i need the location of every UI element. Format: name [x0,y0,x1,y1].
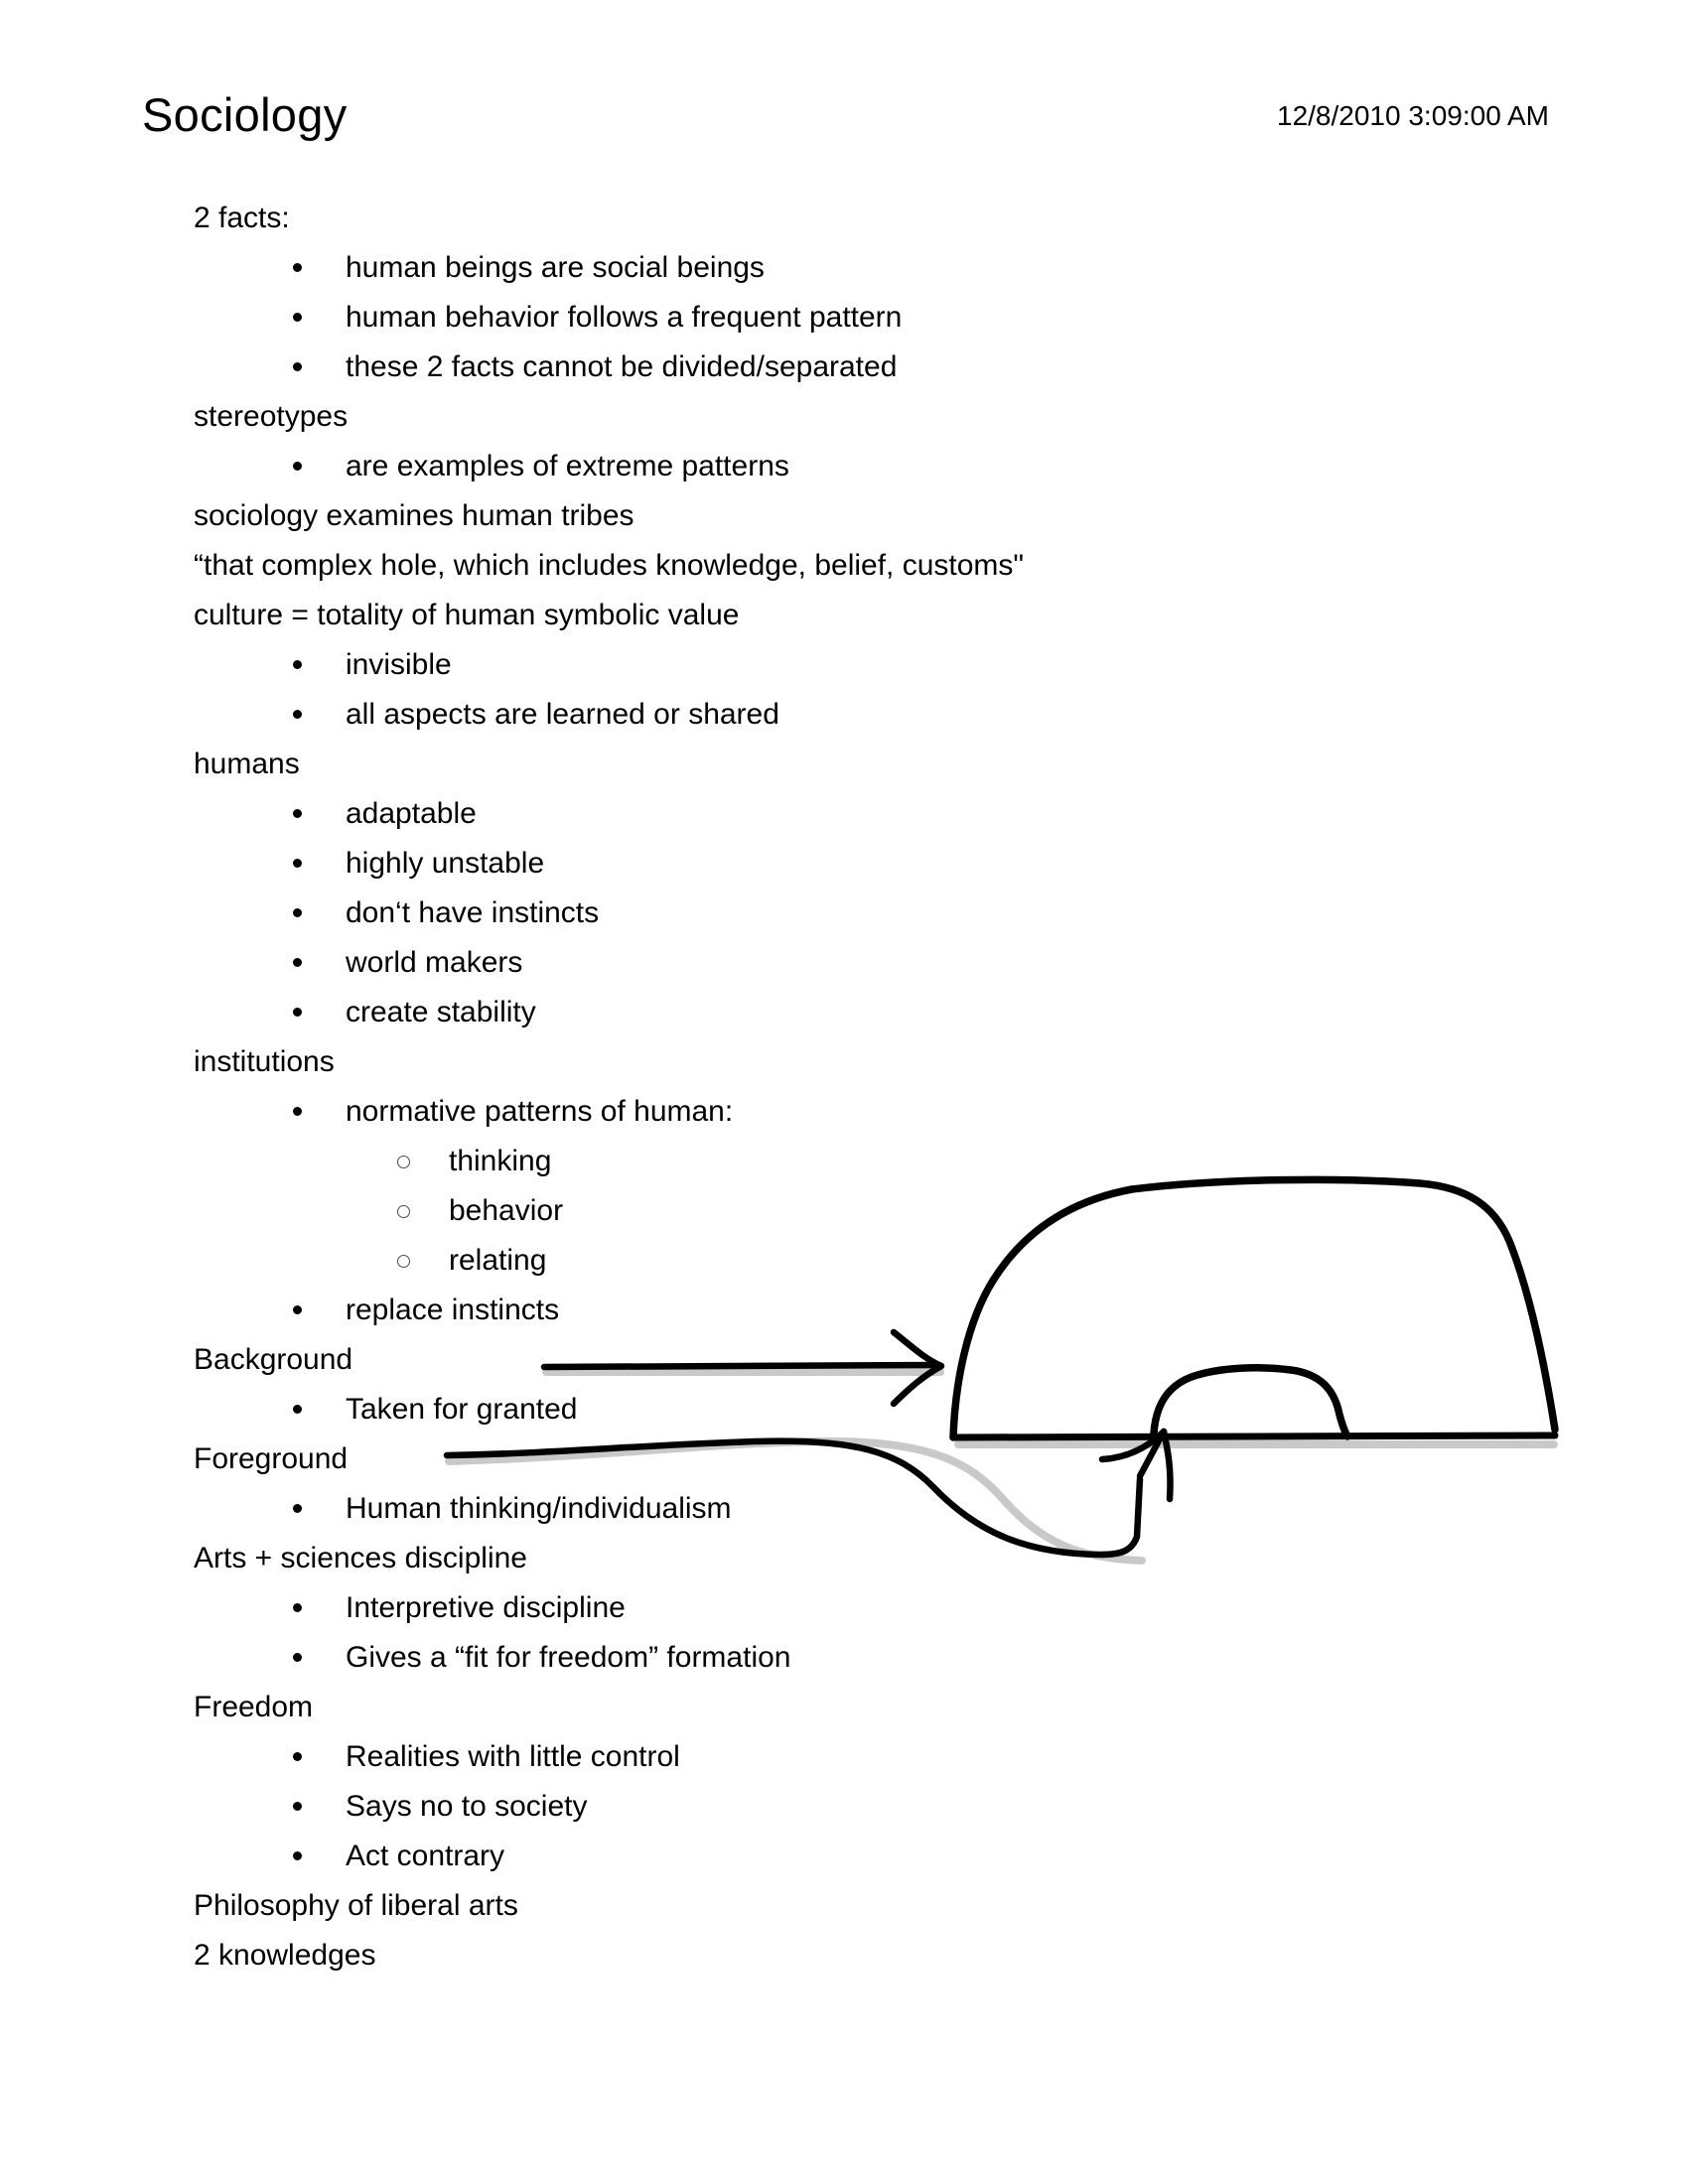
filled-round-bullet-icon-glyph [293,1107,302,1116]
hollow-circle-bullet-icon-glyph [397,1156,410,1168]
outline-text: culture = totality of human symbolic value [194,599,740,631]
filled-round-bullet-icon-glyph [293,1603,302,1612]
outline-text: institutions [194,1045,335,1078]
filled-round-bullet-icon-glyph [293,1851,302,1860]
outline-heading [0,1881,1688,1931]
outline-bullet-item [0,789,1688,839]
outline-text: Philosophy of liberal arts [194,1889,518,1922]
filled-round-bullet-icon [293,1732,315,1782]
outline-text: Arts + sciences discipline [194,1542,527,1574]
outline-bullet-item [0,342,1688,392]
filled-round-bullet-icon-glyph [293,660,302,669]
page-title: Sociology [142,88,348,141]
filled-round-bullet-icon [293,1087,315,1137]
filled-round-bullet-icon [293,1832,315,1881]
hollow-circle-bullet-icon [397,1186,419,1238]
outline-heading [0,1335,1688,1385]
outline-bullet-item [0,1583,1688,1633]
outline-text: normative patterns of human: [346,1095,734,1128]
outline-text: invisible [346,648,452,681]
filled-round-bullet-icon [293,789,315,839]
outline-text: sociology examines human tribes [194,499,634,532]
filled-round-bullet-icon-glyph [293,1405,302,1414]
outline-text: Gives a “fit for freedom” formation [346,1641,791,1674]
outline-text: humans [194,748,300,780]
filled-round-bullet-icon-glyph [293,958,302,967]
outline-text: are examples of extreme patterns [346,450,789,482]
filled-round-bullet-icon [293,640,315,690]
filled-round-bullet-icon-glyph [293,263,302,272]
outline-text: stereotypes [194,400,349,433]
outline-bullet-item [0,1633,1688,1683]
outline-bullet-item [0,640,1688,690]
filled-round-bullet-icon-glyph [293,1305,302,1314]
filled-round-bullet-icon-glyph [293,313,302,322]
outline-bullet-item [0,1732,1688,1782]
outline-text: 2 facts: [194,202,290,234]
filled-round-bullet-icon-glyph [293,1752,302,1761]
outline-text: world makers [346,946,523,979]
outline-text: Background [194,1343,353,1376]
outline-heading [0,491,1688,541]
filled-round-bullet-icon [293,1633,315,1683]
outline-bullet-item [0,888,1688,938]
outline-bullet-item [0,690,1688,740]
filled-round-bullet-icon-glyph [293,462,302,471]
filled-round-bullet-icon [293,442,315,491]
outline-text: “that complex hole, which includes knowledge, belief, customs" [194,549,1025,582]
outline-text: human beings are social beings [346,251,765,284]
filled-round-bullet-icon [293,243,315,293]
filled-round-bullet-icon [293,839,315,888]
filled-round-bullet-icon [293,938,315,988]
outline-bullet-item [0,839,1688,888]
outline-bullet-item [0,1236,1688,1286]
filled-round-bullet-icon-glyph [293,1008,302,1017]
filled-round-bullet-icon [293,1583,315,1633]
outline-heading [0,541,1688,591]
filled-round-bullet-icon [293,690,315,740]
outline-body [0,194,1688,1980]
filled-round-bullet-icon-glyph [293,1504,302,1513]
outline-text: Says no to society [346,1790,588,1823]
outline-heading [0,1683,1688,1732]
filled-round-bullet-icon [293,1286,315,1335]
filled-round-bullet-icon [293,988,315,1037]
filled-round-bullet-icon [293,342,315,392]
outline-heading [0,194,1688,243]
filled-round-bullet-icon [293,1782,315,1832]
outline-text: highly unstable [346,847,545,880]
filled-round-bullet-icon-glyph [293,859,302,868]
outline-heading [0,1534,1688,1583]
outline-text: Foreground [194,1442,349,1475]
outline-text: human behavior follows a frequent pattern [346,301,903,334]
outline-text: these 2 facts cannot be divided/separated [346,350,898,383]
outline-bullet-item [0,243,1688,293]
outline-text: relating [449,1244,547,1277]
hollow-circle-bullet-icon-glyph [397,1205,410,1218]
outline-bullet-item [0,1186,1688,1236]
filled-round-bullet-icon [293,293,315,342]
outline-heading [0,1434,1688,1484]
outline-text: 2 knowledges [194,1939,376,1972]
filled-round-bullet-icon-glyph [293,362,302,371]
outline-bullet-item [0,1484,1688,1534]
outline-heading [0,591,1688,640]
outline-text: all aspects are learned or shared [346,698,779,731]
outline-heading [0,1931,1688,1980]
outline-text: replace instincts [346,1294,560,1326]
outline-text: Act contrary [346,1840,505,1872]
outline-bullet-item [0,293,1688,342]
outline-text: Realities with little control [346,1740,680,1773]
outline-bullet-item [0,1832,1688,1881]
outline-heading [0,1037,1688,1087]
outline-bullet-item [0,1286,1688,1335]
outline-text: don‘t have instincts [346,896,600,929]
outline-text: Interpretive discipline [346,1591,626,1624]
document-date: 12/8/2010 3:09:00 AM [1277,100,1549,131]
outline-text: Human thinking/individualism [346,1492,732,1525]
outline-heading [0,740,1688,789]
outline-text: create stability [346,996,536,1028]
outline-bullet-item [0,1782,1688,1832]
filled-round-bullet-icon [293,1385,315,1434]
outline-text: behavior [449,1194,564,1227]
outline-bullet-item [0,442,1688,491]
outline-text: thinking [449,1145,552,1177]
outline-bullet-item [0,988,1688,1037]
hollow-circle-bullet-icon [397,1236,419,1288]
hollow-circle-bullet-icon-glyph [397,1255,410,1268]
outline-heading [0,392,1688,442]
filled-round-bullet-icon [293,1484,315,1534]
filled-round-bullet-icon-glyph [293,908,302,917]
filled-round-bullet-icon [293,888,315,938]
outline-text: adaptable [346,797,477,830]
outline-bullet-item [0,1137,1688,1186]
filled-round-bullet-icon-glyph [293,710,302,719]
outline-bullet-item [0,1385,1688,1434]
document-header [0,87,1688,147]
filled-round-bullet-icon-glyph [293,1802,302,1811]
outline-bullet-item [0,938,1688,988]
outline-text: Freedom [194,1691,314,1723]
outline-text: Taken for granted [346,1393,578,1426]
filled-round-bullet-icon-glyph [293,1653,302,1662]
outline-bullet-item [0,1087,1688,1137]
filled-round-bullet-icon-glyph [293,809,302,818]
hollow-circle-bullet-icon [397,1137,419,1188]
